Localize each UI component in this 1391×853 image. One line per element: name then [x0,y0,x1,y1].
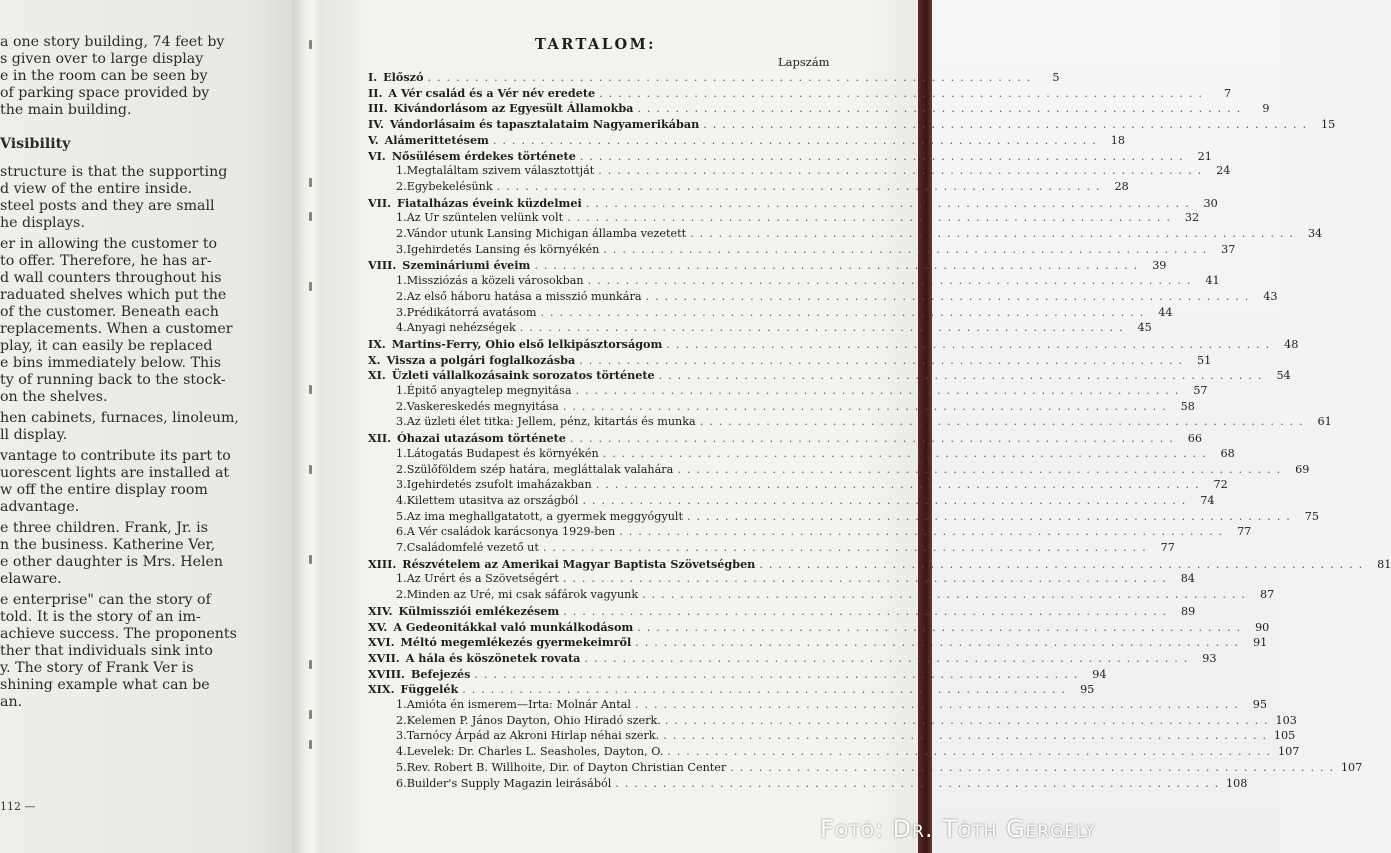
toc-subentry [396,729,1296,744]
toc-chapter-entry [368,149,1212,164]
toc-chapter-entry [368,651,1217,666]
toc-entry-number: III. [368,101,388,115]
toc-entry-page: 43 [1263,290,1278,303]
toc-dot-leader: . . . . . . . . . . . . . . . . . . . . . . . . . . . . . . . . . . . . . . . . . . . . . . . . . . . . . . . . . . . . . . . . [658,369,1263,382]
toc-entry-page: 108 [1225,777,1248,790]
toc-subentry [396,227,1323,242]
toc-entry-page: 51 [1197,354,1212,367]
left-page-line: to offer. Therefore, he has ar- [0,253,212,269]
toc-subentry [396,510,1320,525]
toc-chapter-entry [368,682,1095,697]
left-page-line: d wall counters throughout his [0,270,222,286]
toc-entry-number: 4. [396,494,407,507]
toc-entry-page: 103 [1275,714,1297,727]
left-page-line: d view of the entire inside. [0,181,193,197]
toc-entry-page: 15 [1321,118,1336,131]
left-page-line: advantage. [0,499,80,515]
toc-entry-page: 54 [1276,369,1291,382]
left-page-line: e in the room can be seen by [0,68,208,84]
left-page-line: ther that individuals sink into [0,643,213,659]
toc-dot-leader: . . . . . . . . . . . . . . . . . . . . . . . . . . . . . . . . . . . . . . . . . . . . . . . . . . . . . . . . . . . . . . . . [584,652,1189,665]
toc-entry-title: Missziózás a közeli városokban [406,274,584,287]
toc-entry-page: 28 [1114,180,1129,193]
toc-entry-number: 2. [396,463,407,476]
left-page-line: uorescent lights are installed at [0,465,230,481]
toc-entry-page: 75 [1304,510,1320,523]
toc-entry-number: 3. [396,478,407,491]
staple-mark [309,555,312,564]
toc-entry-title: Vándor utunk Lansing Michigan államba vezetett [406,227,687,240]
toc-entry-title: Külmissziói emlékezésem [398,604,560,618]
toc-subentry [396,415,1332,430]
toc-entry-title: Az üzleti élet titka: Jellem, pénz, kitartás és munka [406,415,696,428]
toc-entry-title: Vándorlásaim és tapasztalataim Nagyamerikában [389,117,700,131]
toc-dot-leader: . . . . . . . . . . . . . . . . . . . . . . . . . . . . . . . . . . . . . . . . . . . . . . . . . . . . . . . . . . . . . . . . [634,698,1239,711]
toc-entry-page: 77 [1160,541,1175,554]
toc-entry-page: 69 [1295,463,1310,476]
toc-entry-number: XVIII. [368,667,405,681]
toc-dot-leader: . . . . . . . . . . . . . . . . . . . . . . . . . . . . . . . . . . . . . . . . . . . . . . . . . . . . . . . . . . . . . . . . [663,729,1268,742]
left-page-line: play, it can easily be replaced [0,338,213,354]
toc-entry-number: V. [368,133,379,147]
toc-dot-leader: . . . . . . . . . . . . . . . . . . . . . . . . . . . . . . . . . . . . . . . . . . . . . . . . . . . . . . . . . . . . . . . . [667,745,1272,758]
toc-dot-leader: . . . . . . . . . . . . . . . . . . . . . . . . . . . . . . . . . . . . . . . . . . . . . . . . . . . . . . . . . . . . . . . . [427,71,1032,84]
toc-entry-page: 39 [1152,259,1167,272]
staple-mark [309,660,312,669]
toc-entry-number: II. [368,86,383,100]
toc-chapter-entry [368,604,1196,619]
toc-entry-page: 77 [1237,525,1252,538]
toc-entry-title: A Vér család és a Vér név eredete [388,86,596,100]
toc-entry-number: 2. [396,714,407,727]
toc-chapter-entry [368,117,1336,132]
left-page-line: elaware. [0,571,62,587]
left-page-line: e enterprise" can the story of [0,592,211,608]
toc-dot-leader: . . . . . . . . . . . . . . . . . . . . . . . . . . . . . . . . . . . . . . . . . . . . . . . . . . . . . . . . . . . . . . . . [599,87,1204,100]
toc-entry-page: 57 [1193,384,1208,397]
staple-mark [309,40,312,49]
left-page-line: vantage to contribute its part to [0,448,231,464]
toc-subentry [396,525,1252,540]
toc-entry-title: Az Ur szüntelen velünk volt [406,211,564,224]
toc-dot-leader: . . . . . . . . . . . . . . . . . . . . . . . . . . . . . . . . . . . . . . . . . . . . . . . . . . . . . . . . . . . . . . . . [540,306,1145,319]
toc-entry-number: VIII. [368,258,397,272]
toc-chapter-entry [368,101,1270,116]
toc-subentry [396,761,1363,776]
toc-entry-number: 2. [396,400,407,413]
toc-dot-leader: . . . . . . . . . . . . . . . . . . . . . . . . . . . . . . . . . . . . . . . . . . . . . . . . . . . . . . . . . . . . . . . . [496,180,1101,193]
toc-chapter-entry [368,258,1167,273]
toc-subentry [396,243,1236,258]
toc-title: TARTALOM: [535,36,657,53]
left-page-line: raduated shelves which put the [0,287,227,303]
toc-entry-title: A hála és köszönetek rovata [405,651,581,665]
toc-entry-title: A Vér családok karácsonya 1929-ben [406,525,616,538]
toc-entry-page: 93 [1202,652,1217,665]
toc-entry-page: 66 [1187,432,1202,445]
toc-entry-number: 1. [396,164,407,177]
toc-entry-title: Szülőföldem szép határa, megláttalak valahára [406,463,674,476]
toc-entry-title: Tarnócy Árpád az Akroni Hirlap néhai szerk. [406,729,660,742]
toc-subentry [396,321,1152,336]
left-page-heading: Visibility [0,136,71,152]
toc-entry-page: 72 [1213,478,1228,491]
toc-entry-page: 24 [1216,164,1231,177]
toc-entry-number: XI. [368,368,386,382]
toc-entry-title: Kivándorlásom az Egyesült Államokba [393,101,634,115]
staple-mark [309,465,312,474]
toc-entry-number: XVII. [368,651,400,665]
toc-entry-number: 3. [396,729,407,742]
toc-entry-title: Rev. Robert B. Willhoite, Dir. of Dayton Christian Center [406,761,727,774]
toc-entry-title: Prédikátorrá avatásom [406,306,537,319]
toc-entry-number: 2. [396,290,407,303]
toc-entry-page: 7 [1224,87,1232,100]
toc-entry-title: Egybekelésünk [406,180,493,193]
left-page-line: of parking space provided by [0,85,210,101]
toc-subentry [396,541,1175,556]
toc-entry-title: Részvételem az Amerikai Magyar Baptista Szövetségben [402,557,756,571]
toc-entry-title: Igehirdetés zsufolt imaházakban [406,478,592,491]
toc-chapter-entry [368,70,1060,85]
toc-entry-page: 74 [1200,494,1215,507]
toc-subentry [396,306,1173,321]
toc-dot-leader: . . . . . . . . . . . . . . . . . . . . . . . . . . . . . . . . . . . . . . . . . . . . . . . . . . . . . . . . . . . . . . . . [492,134,1097,147]
toc-entry-number: 5. [396,510,407,523]
toc-entry-title: Méltó megemlékezés gyermekeimről [400,635,632,649]
toc-entry-number: IX. [368,337,386,351]
left-page-line: of the customer. Beneath each [0,304,219,320]
toc-chapter-entry [368,431,1202,446]
left-page-line: hen cabinets, furnaces, linoleum, [0,410,239,426]
toc-entry-page: 18 [1110,134,1125,147]
toc-dot-leader: . . . . . . . . . . . . . . . . . . . . . . . . . . . . . . . . . . . . . . . . . . . . . . . . . . . . . . . . . . . . . . . . [703,118,1308,131]
toc-entry-number: 1. [396,211,407,224]
toc-dot-leader: . . . . . . . . . . . . . . . . . . . . . . . . . . . . . . . . . . . . . . . . . . . . . . . . . . . . . . . . . . . . . . . . [603,243,1208,256]
toc-entry-number: 1. [396,384,407,397]
toc-dot-leader: . . . . . . . . . . . . . . . . . . . . . . . . . . . . . . . . . . . . . . . . . . . . . . . . . . . . . . . . . . . . . . . . [645,290,1250,303]
toc-chapter-entry [368,133,1125,148]
toc-entry-title: Befejezés [410,667,471,681]
toc-subentry [396,463,1310,478]
toc-dot-leader: . . . . . . . . . . . . . . . . . . . . . . . . . . . . . . . . . . . . . . . . . . . . . . . . . . . . . . . . . . . . . . . . [579,150,1184,163]
left-page-line: the main building. [0,102,132,118]
toc-dot-leader: . . . . . . . . . . . . . . . . . . . . . . . . . . . . . . . . . . . . . . . . . . . . . . . . . . . . . . . . . . . . . . . . [642,588,1247,601]
toc-entry-page: 81 [1377,558,1391,571]
toc-dot-leader: . . . . . . . . . . . . . . . . . . . . . . . . . . . . . . . . . . . . . . . . . . . . . . . . . . . . . . . . . . . . . . . . [542,541,1147,554]
toc-entry-page: 87 [1259,588,1275,601]
toc-entry-page: 94 [1092,668,1107,681]
toc-subentry [396,384,1208,399]
toc-dot-leader: . . . . . . . . . . . . . . . . . . . . . . . . . . . . . . . . . . . . . . . . . . . . . . . . . . . . . . . . . . . . . . . . [598,164,1203,177]
toc-entry-number: XVI. [368,635,395,649]
toc-subentry [396,745,1300,760]
toc-entry-title: Családomfelé vezető ut [406,541,539,554]
toc-entry-page: 37 [1221,243,1236,256]
toc-entry-number: 1. [396,274,407,287]
toc-entry-number: 6. [396,525,407,538]
toc-subentry [396,494,1215,509]
toc-subentry [396,290,1278,305]
toc-subentry [396,588,1275,603]
toc-entry-title: Vissza a polgári foglalkozásba [386,353,576,367]
toc-entry-title: Az első háboru hatása a misszió munkára [406,290,642,303]
toc-entry-page: 44 [1158,306,1173,319]
toc-entry-title: Amióta én ismerem—Irta: Molnár Antal [406,698,631,711]
toc-dot-leader: . . . . . . . . . . . . . . . . . . . . . . . . . . . . . . . . . . . . . . . . . . . . . . . . . . . . . . . . . . . . . . . . [687,510,1292,523]
staple-mark [309,212,312,221]
toc-subentry [396,180,1129,195]
toc-entry-title: Anyagi nehézségek [406,321,516,334]
toc-entry-title: Nősülésem érdekes története [391,149,576,163]
left-page [0,0,300,853]
toc-subentry [396,274,1220,289]
toc-entry-page: 105 [1273,729,1296,742]
toc-chapter-entry [368,196,1218,211]
toc-entry-page: 32 [1184,211,1200,224]
toc-entry-page: 45 [1137,321,1152,334]
left-page-number: 112 — [0,800,36,813]
toc-dot-leader: . . . . . . . . . . . . . . . . . . . . . . . . . . . . . . . . . . . . . . . . . . . . . . . . . . . . . . . . . . . . . . . . [563,605,1168,618]
toc-entry-title: Megtaláltam szivem választottját [406,164,595,177]
toc-entry-page: 91 [1253,636,1268,649]
toc-chapter-entry [368,635,1268,650]
toc-entry-page: 61 [1317,415,1332,428]
toc-dot-leader: . . . . . . . . . . . . . . . . . . . . . . . . . . . . . . . . . . . . . . . . . . . . . . . . . . . . . . . . . . . . . . . . [615,777,1220,790]
toc-entry-title: Szemináriumi éveim [402,258,531,272]
left-page-line: e three children. Frank, Jr. is [0,520,208,536]
toc-entry-page: 95 [1080,683,1095,696]
toc-entry-number: 4. [396,321,407,334]
toc-entry-number: 3. [396,306,407,319]
left-page-line: e other daughter is Mrs. Helen [0,554,224,570]
toc-dot-leader: . . . . . . . . . . . . . . . . . . . . . . . . . . . . . . . . . . . . . . . . . . . . . . . . . . . . . . . . . . . . . . . . [619,525,1224,538]
toc-entry-title: Óhazai utazásom története [397,431,566,445]
left-page-line: n the business. Katherine Ver, [0,537,216,553]
toc-entry-number: 3. [396,243,407,256]
toc-dot-leader: . . . . . . . . . . . . . . . . . . . . . . . . . . . . . . . . . . . . . . . . . . . . . . . . . . . . . . . . . . . . . . . . [677,463,1282,476]
toc-subentry [396,447,1235,462]
toc-entry-page: 30 [1203,197,1218,210]
photo-credit: Fotó: Dr. Tóth Gergely [820,815,1096,843]
toc-entry-page: 58 [1180,400,1195,413]
toc-entry-page: 84 [1180,572,1195,585]
left-page-line: replacements. When a customer [0,321,233,337]
left-page-line: shining example what can be [0,677,210,693]
toc-dot-leader: . . . . . . . . . . . . . . . . . . . . . . . . . . . . . . . . . . . . . . . . . . . . . . . . . . . . . . . . . . . . . . . . [595,478,1200,491]
toc-dot-leader: . . . . . . . . . . . . . . . . . . . . . . . . . . . . . . . . . . . . . . . . . . . . . . . . . . . . . . . . . . . . . . . . [579,354,1184,367]
toc-entry-page: 89 [1181,605,1196,618]
toc-entry-page: 107 [1340,761,1363,774]
left-page-line: ll display. [0,427,68,443]
staple-mark [309,282,312,291]
left-page-line: e bins immediately below. This [0,355,221,371]
toc-page-header: Lapszám [778,55,830,69]
toc-entry-title: Az ima meghallgatatott, a gyermek meggyógyult [406,510,683,523]
left-page-line: on the shelves. [0,389,108,405]
toc-dot-leader: . . . . . . . . . . . . . . . . . . . . . . . . . . . . . . . . . . . . . . . . . . . . . . . . . . . . . . . . . . . . . . . . [587,274,1192,287]
toc-entry-number: 2. [396,588,407,601]
book-spine [292,0,326,853]
toc-entry-number: 1. [396,572,407,585]
toc-entry-number: XV. [368,620,388,634]
toc-entry-title: Alámerittetésem [384,133,489,147]
toc-dot-leader: . . . . . . . . . . . . . . . . . . . . . . . . . . . . . . . . . . . . . . . . . . . . . . . . . . . . . . . . . . . . . . . . [666,338,1271,351]
toc-entry-number: 5. [396,761,407,774]
toc-entry-title: Fiatalházas éveink küzdelmei [397,196,582,210]
toc-entry-number: 3. [396,415,407,428]
toc-chapter-entry [368,353,1212,368]
left-page-line: er in allowing the customer to [0,236,218,252]
toc-entry-page: 48 [1284,338,1299,351]
staple-mark [309,740,312,749]
toc-subentry [396,698,1267,713]
toc-chapter-entry [368,368,1291,383]
toc-dot-leader: . . . . . . . . . . . . . . . . . . . . . . . . . . . . . . . . . . . . . . . . . . . . . . . . . . . . . . . . . . . . . . . . [575,384,1180,397]
left-page-line: ty of running back to the stock- [0,372,226,388]
staple-mark [309,385,312,394]
toc-entry-title: Builder's Supply Magazin leirásából [406,777,612,790]
toc-entry-title: Látogatás Budapest és környékén [406,447,599,460]
toc-subentry [396,714,1297,729]
toc-entry-number: XIX. [368,682,395,696]
toc-subentry [396,777,1248,792]
toc-dot-leader: . . . . . . . . . . . . . . . . . . . . . . . . . . . . . . . . . . . . . . . . . . . . . . . . . . . . . . . . . . . . . . . . [567,211,1172,224]
toc-chapter-entry [368,86,1232,101]
toc-entry-page: 107 [1277,745,1300,758]
toc-entry-title: Minden az Uré, mi csak sáfárok vagyunk [406,588,639,601]
toc-entry-number: XII. [368,431,392,445]
toc-dot-leader: . . . . . . . . . . . . . . . . . . . . . . . . . . . . . . . . . . . . . . . . . . . . . . . . . . . . . . . . . . . . . . . . [690,227,1295,240]
toc-subentry [396,478,1228,493]
toc-entry-number: 7. [396,541,407,554]
toc-dot-leader: . . . . . . . . . . . . . . . . . . . . . . . . . . . . . . . . . . . . . . . . . . . . . . . . . . . . . . . . . . . . . . . . [699,415,1304,428]
toc-dot-leader: . . . . . . . . . . . . . . . . . . . . . . . . . . . . . . . . . . . . . . . . . . . . . . . . . . . . . . . . . . . . . . . . [602,447,1207,460]
toc-dot-leader: . . . . . . . . . . . . . . . . . . . . . . . . . . . . . . . . . . . . . . . . . . . . . . . . . . . . . . . . . . . . . . . . [582,494,1187,507]
toc-dot-leader: . . . . . . . . . . . . . . . . . . . . . . . . . . . . . . . . . . . . . . . . . . . . . . . . . . . . . . . . . . . . . . . . [635,636,1240,649]
toc-dot-leader: . . . . . . . . . . . . . . . . . . . . . . . . . . . . . . . . . . . . . . . . . . . . . . . . . . . . . . . . . . . . . . . . [664,714,1269,727]
toc-entry-title: Üzleti vállalkozásaink sorozatos története [391,368,655,382]
left-page-line: s given over to large display [0,51,204,67]
toc-entry-page: 95 [1252,698,1267,711]
toc-dot-leader: . . . . . . . . . . . . . . . . . . . . . . . . . . . . . . . . . . . . . . . . . . . . . . . . . . . . . . . . . . . . . . . . [519,321,1124,334]
toc-chapter-entry [368,667,1107,682]
left-page-line: structure is that the supporting [0,164,228,180]
toc-dot-leader: . . . . . . . . . . . . . . . . . . . . . . . . . . . . . . . . . . . . . . . . . . . . . . . . . . . . . . . . . . . . . . . . [534,259,1139,272]
toc-entry-page: 68 [1220,447,1235,460]
toc-dot-leader: . . . . . . . . . . . . . . . . . . . . . . . . . . . . . . . . . . . . . . . . . . . . . . . . . . . . . . . . . . . . . . . . [474,668,1079,681]
toc-entry-title: A Gedeonitákkal való munkálkodásom [393,620,634,634]
toc-entry-number: 2. [396,227,407,240]
toc-entry-number: 1. [396,698,407,711]
left-page-line: y. The story of Frank Ver is [0,660,194,676]
left-page-line: he displays. [0,215,85,231]
toc-entry-page: 34 [1307,227,1323,240]
toc-entry-number: IV. [368,117,384,131]
left-page-line: a one story building, 74 feet by [0,34,225,50]
toc-chapter-entry [368,337,1299,352]
toc-entry-title: Kelemen P. János Dayton, Ohio Hiradó szerk. [406,714,661,727]
toc-entry-page: 9 [1262,102,1270,115]
toc-chapter-entry [368,557,1391,572]
toc-entry-title: Martins-Ferry, Ohio első lelkipásztorságom [391,337,663,351]
toc-dot-leader: . . . . . . . . . . . . . . . . . . . . . . . . . . . . . . . . . . . . . . . . . . . . . . . . . . . . . . . . . . . . . . . . [730,761,1335,774]
toc-subentry [396,572,1195,587]
toc-entry-number: 2. [396,180,407,193]
left-page-line: told. It is the story of an im- [0,609,201,625]
toc-subentry [396,400,1195,415]
toc-dot-leader: . . . . . . . . . . . . . . . . . . . . . . . . . . . . . . . . . . . . . . . . . . . . . . . . . . . . . . . . . . . . . . . . [462,683,1067,696]
toc-entry-title: Az Urért és a Szövetségért [406,572,559,585]
toc-entry-page: 41 [1205,274,1220,287]
toc-subentry [396,164,1231,179]
toc-dot-leader: . . . . . . . . . . . . . . . . . . . . . . . . . . . . . . . . . . . . . . . . . . . . . . . . . . . . . . . . . . . . . . . . [562,400,1167,413]
staple-mark [309,178,312,187]
toc-entry-page: 21 [1197,150,1212,163]
toc-entry-title: Kilettem utasitva az országból [406,494,579,507]
toc-entry-number: X. [368,353,381,367]
toc-dot-leader: . . . . . . . . . . . . . . . . . . . . . . . . . . . . . . . . . . . . . . . . . . . . . . . . . . . . . . . . . . . . . . . . [759,558,1364,571]
toc-entry-title: Igehirdetés Lansing és környékén [406,243,600,256]
toc-entry-title: Függelék [400,682,459,696]
toc-dot-leader: . . . . . . . . . . . . . . . . . . . . . . . . . . . . . . . . . . . . . . . . . . . . . . . . . . . . . . . . . . . . . . . . [637,102,1242,115]
toc-entry-number: XIV. [368,604,393,618]
toc-dot-leader: . . . . . . . . . . . . . . . . . . . . . . . . . . . . . . . . . . . . . . . . . . . . . . . . . . . . . . . . . . . . . . . . [569,432,1174,445]
toc-subentry [396,211,1200,226]
toc-entry-title: Levelek: Dr. Charles L. Seasholes, Dayton, O. [406,745,664,758]
toc-entry-number: VI. [368,149,386,163]
staple-mark [309,710,312,719]
toc-dot-leader: . . . . . . . . . . . . . . . . . . . . . . . . . . . . . . . . . . . . . . . . . . . . . . . . . . . . . . . . . . . . . . . . [585,197,1190,210]
toc-chapter-entry [368,620,1270,635]
toc-entry-number: 4. [396,745,407,758]
toc-dot-leader: . . . . . . . . . . . . . . . . . . . . . . . . . . . . . . . . . . . . . . . . . . . . . . . . . . . . . . . . . . . . . . . . [637,621,1242,634]
toc-entry-title: Előszó [383,70,424,84]
toc-entry-number: 1. [396,447,407,460]
toc-entry-page: 90 [1255,621,1270,634]
toc-entry-page: 5 [1052,71,1060,84]
left-page-line: w off the entire display room [0,482,208,498]
toc-entry-number: I. [368,70,378,84]
toc-entry-number: VII. [368,196,392,210]
toc-entry-number: 6. [396,777,407,790]
left-page-line: achieve success. The proponents [0,626,237,642]
toc-entry-number: XIII. [368,557,397,571]
toc-entry-title: Épitő anyagtelep megnyitása [406,384,572,397]
left-page-line: steel posts and they are small [0,198,215,214]
left-page-line: an. [0,694,23,710]
toc-entry-title: Vaskereskedés megnyitása [406,400,559,413]
toc-dot-leader: . . . . . . . . . . . . . . . . . . . . . . . . . . . . . . . . . . . . . . . . . . . . . . . . . . . . . . . . . . . . . . . . [562,572,1167,585]
